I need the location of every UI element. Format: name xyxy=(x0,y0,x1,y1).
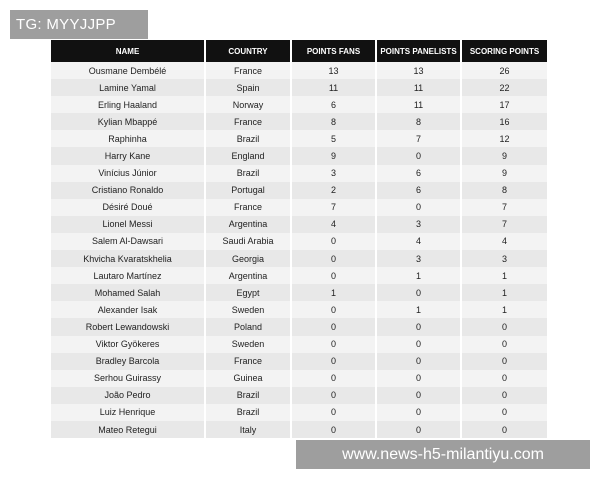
cell-country: Egypt xyxy=(205,284,291,301)
cell-name: Luiz Henrique xyxy=(51,404,205,421)
cell-points-fans: 9 xyxy=(291,147,376,164)
cell-points-panelists: 0 xyxy=(376,284,461,301)
cell-points-fans: 2 xyxy=(291,182,376,199)
table-row xyxy=(51,353,547,370)
cell-name: Robert Lewandowski xyxy=(51,318,205,335)
cell-points-panelists: 0 xyxy=(376,353,461,370)
cell-points-fans: 13 xyxy=(291,62,376,79)
table-row xyxy=(51,421,547,438)
cell-scoring-points: 26 xyxy=(461,62,547,79)
cell-name: Kylian Mbappé xyxy=(51,113,205,130)
cell-name: Lionel Messi xyxy=(51,216,205,233)
cell-country: Sweden xyxy=(205,336,291,353)
table-row xyxy=(51,336,547,353)
cell-country: Italy xyxy=(205,421,291,438)
table-row xyxy=(51,233,547,250)
table-row xyxy=(51,113,547,130)
table-row xyxy=(51,130,547,147)
cell-scoring-points: 7 xyxy=(461,216,547,233)
cell-name: Viktor Gyökeres xyxy=(51,336,205,353)
cell-points-panelists: 0 xyxy=(376,147,461,164)
cell-points-fans: 5 xyxy=(291,130,376,147)
cell-points-fans: 6 xyxy=(291,96,376,113)
cell-scoring-points: 1 xyxy=(461,301,547,318)
ranking-table xyxy=(51,40,547,438)
watermark-bottom: www.news-h5-milantiyu.com xyxy=(296,440,590,469)
cell-points-fans: 1 xyxy=(291,284,376,301)
cell-name: Bradley Barcola xyxy=(51,353,205,370)
cell-points-fans: 7 xyxy=(291,199,376,216)
cell-name: Lamine Yamal xyxy=(51,79,205,96)
table-header-row xyxy=(51,40,547,62)
cell-points-panelists: 6 xyxy=(376,182,461,199)
cell-points-panelists: 0 xyxy=(376,387,461,404)
cell-points-fans: 0 xyxy=(291,336,376,353)
table-row xyxy=(51,387,547,404)
cell-points-panelists: 0 xyxy=(376,336,461,353)
cell-points-panelists: 0 xyxy=(376,404,461,421)
cell-points-panelists: 3 xyxy=(376,250,461,267)
table-body xyxy=(51,62,547,438)
cell-scoring-points: 4 xyxy=(461,233,547,250)
cell-country: Argentina xyxy=(205,267,291,284)
cell-points-panelists: 4 xyxy=(376,233,461,250)
cell-points-panelists: 13 xyxy=(376,62,461,79)
cell-points-fans: 4 xyxy=(291,216,376,233)
cell-country: Norway xyxy=(205,96,291,113)
cell-name: Serhou Guirassy xyxy=(51,370,205,387)
cell-country: Brazil xyxy=(205,130,291,147)
cell-points-fans: 0 xyxy=(291,301,376,318)
cell-scoring-points: 0 xyxy=(461,336,547,353)
cell-points-panelists: 0 xyxy=(376,370,461,387)
cell-scoring-points: 3 xyxy=(461,250,547,267)
cell-country: Brazil xyxy=(205,404,291,421)
cell-scoring-points: 9 xyxy=(461,147,547,164)
table-row xyxy=(51,62,547,79)
cell-scoring-points: 1 xyxy=(461,284,547,301)
cell-country: Sweden xyxy=(205,301,291,318)
cell-country: England xyxy=(205,147,291,164)
cell-points-fans: 0 xyxy=(291,267,376,284)
cell-points-panelists: 0 xyxy=(376,421,461,438)
cell-points-panelists: 8 xyxy=(376,113,461,130)
cell-country: Guinea xyxy=(205,370,291,387)
cell-points-fans: 3 xyxy=(291,165,376,182)
table-row xyxy=(51,284,547,301)
table-row xyxy=(51,267,547,284)
table-row xyxy=(51,318,547,335)
cell-points-fans: 11 xyxy=(291,79,376,96)
cell-name: Mohamed Salah xyxy=(51,284,205,301)
watermark-top: TG: MYYJJPP xyxy=(10,10,148,39)
cell-country: France xyxy=(205,62,291,79)
cell-name: Désiré Doué xyxy=(51,199,205,216)
cell-name: Erling Haaland xyxy=(51,96,205,113)
cell-scoring-points: 8 xyxy=(461,182,547,199)
cell-name: Lautaro Martínez xyxy=(51,267,205,284)
cell-points-panelists: 11 xyxy=(376,96,461,113)
cell-points-panelists: 0 xyxy=(376,318,461,335)
cell-country: Saudi Arabia xyxy=(205,233,291,250)
cell-name: Alexander Isak xyxy=(51,301,205,318)
table-row xyxy=(51,370,547,387)
cell-scoring-points: 0 xyxy=(461,387,547,404)
cell-scoring-points: 17 xyxy=(461,96,547,113)
cell-name: Harry Kane xyxy=(51,147,205,164)
cell-scoring-points: 16 xyxy=(461,113,547,130)
table-row xyxy=(51,165,547,182)
cell-scoring-points: 0 xyxy=(461,318,547,335)
cell-scoring-points: 7 xyxy=(461,199,547,216)
cell-name: Cristiano Ronaldo xyxy=(51,182,205,199)
cell-points-fans: 0 xyxy=(291,370,376,387)
header-points-panelists: POINTS PANELISTS xyxy=(376,40,461,62)
cell-points-panelists: 7 xyxy=(376,130,461,147)
cell-scoring-points: 1 xyxy=(461,267,547,284)
cell-name: Vinícius Júnior xyxy=(51,165,205,182)
header-points-fans: POINTS FANS xyxy=(291,40,376,62)
cell-scoring-points: 0 xyxy=(461,370,547,387)
cell-scoring-points: 9 xyxy=(461,165,547,182)
header-name: NAME xyxy=(51,40,205,62)
cell-country: France xyxy=(205,199,291,216)
cell-points-fans: 0 xyxy=(291,233,376,250)
cell-points-panelists: 3 xyxy=(376,216,461,233)
cell-name: Mateo Retegui xyxy=(51,421,205,438)
cell-points-fans: 0 xyxy=(291,250,376,267)
cell-name: Khvicha Kvaratskhelia xyxy=(51,250,205,267)
cell-country: France xyxy=(205,113,291,130)
cell-points-fans: 0 xyxy=(291,421,376,438)
cell-country: Poland xyxy=(205,318,291,335)
table-row xyxy=(51,301,547,318)
cell-scoring-points: 0 xyxy=(461,421,547,438)
cell-scoring-points: 22 xyxy=(461,79,547,96)
cell-country: France xyxy=(205,353,291,370)
cell-points-panelists: 6 xyxy=(376,165,461,182)
cell-name: Raphinha xyxy=(51,130,205,147)
header-scoring-points: SCORING POINTS xyxy=(461,40,547,62)
cell-points-fans: 0 xyxy=(291,387,376,404)
cell-points-fans: 8 xyxy=(291,113,376,130)
cell-name: João Pedro xyxy=(51,387,205,404)
table-row xyxy=(51,216,547,233)
header-country: COUNTRY xyxy=(205,40,291,62)
cell-country: Argentina xyxy=(205,216,291,233)
table-row xyxy=(51,250,547,267)
cell-points-panelists: 1 xyxy=(376,267,461,284)
cell-scoring-points: 0 xyxy=(461,353,547,370)
table-row xyxy=(51,79,547,96)
cell-name: Ousmane Dembélé xyxy=(51,62,205,79)
table-row xyxy=(51,147,547,164)
cell-scoring-points: 12 xyxy=(461,130,547,147)
cell-points-panelists: 1 xyxy=(376,301,461,318)
table-row xyxy=(51,182,547,199)
table-row xyxy=(51,199,547,216)
cell-points-panelists: 0 xyxy=(376,199,461,216)
cell-country: Spain xyxy=(205,79,291,96)
table-row xyxy=(51,404,547,421)
cell-scoring-points: 0 xyxy=(461,404,547,421)
cell-country: Brazil xyxy=(205,165,291,182)
cell-points-fans: 0 xyxy=(291,318,376,335)
cell-points-panelists: 11 xyxy=(376,79,461,96)
cell-country: Portugal xyxy=(205,182,291,199)
cell-points-fans: 0 xyxy=(291,404,376,421)
cell-name: Salem Al-Dawsari xyxy=(51,233,205,250)
cell-points-fans: 0 xyxy=(291,353,376,370)
table-row xyxy=(51,96,547,113)
cell-country: Brazil xyxy=(205,387,291,404)
cell-country: Georgia xyxy=(205,250,291,267)
